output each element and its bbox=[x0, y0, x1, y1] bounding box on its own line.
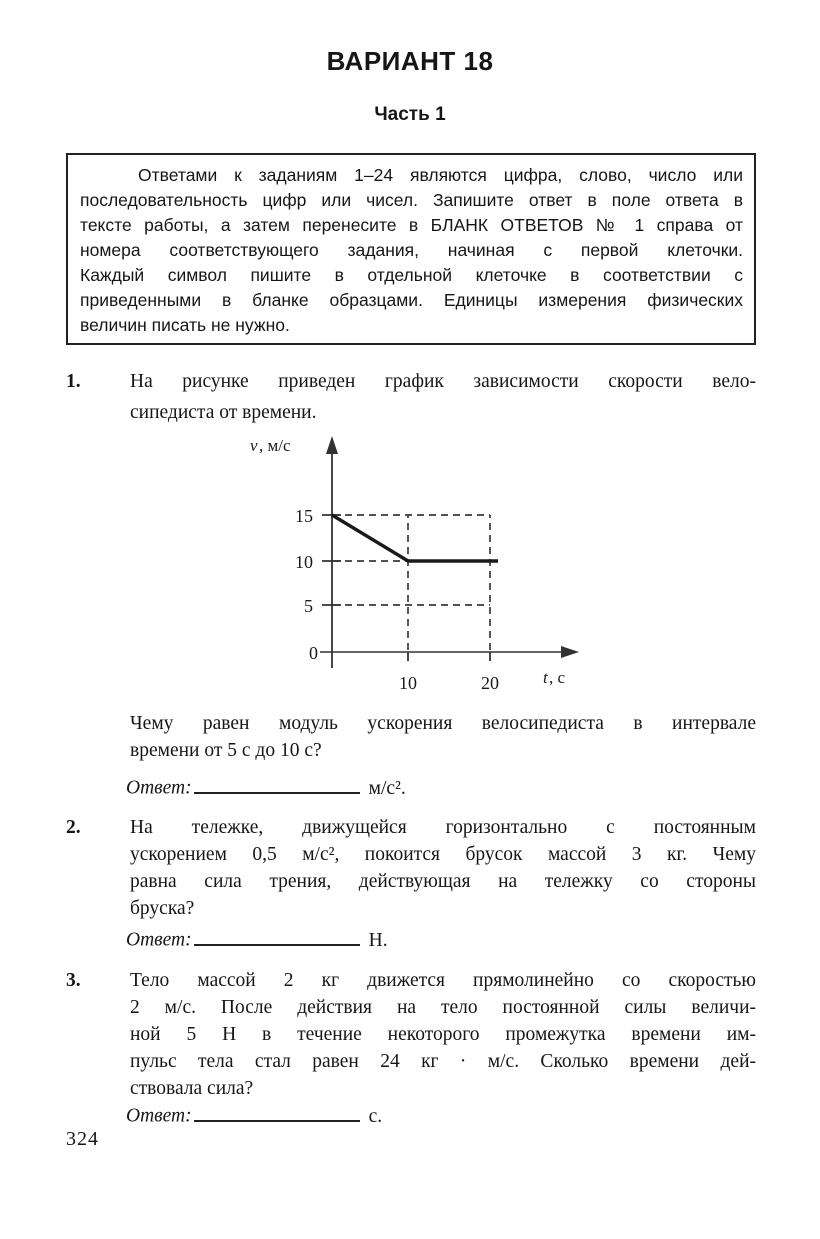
y-tick-label-15: 15 bbox=[295, 506, 313, 526]
problem-2-line: ускорением 0,5 м/с², покоится брусок массой 3 кг. Чему bbox=[130, 844, 756, 865]
answer-unit: м/с². bbox=[368, 777, 406, 799]
answer-blank bbox=[194, 924, 360, 946]
y-axis-label-unit: , м/с bbox=[259, 436, 291, 455]
x-axis-label-var: t bbox=[543, 668, 548, 687]
problem-1-number: 1. bbox=[66, 371, 81, 392]
problem-1-question bbox=[130, 710, 756, 764]
x-tick-label-10: 10 bbox=[399, 673, 417, 692]
instruction-line: номера соответствующего задания, начиная с первой клеточки. bbox=[80, 240, 743, 260]
answer-row-2 bbox=[126, 924, 388, 954]
problem-2-text bbox=[130, 814, 756, 922]
problem-3-line: ствовала сила? bbox=[130, 1078, 254, 1099]
answer-row-1 bbox=[126, 772, 406, 802]
instruction-box bbox=[66, 153, 756, 345]
problem-1-line: сипедиста от времени. bbox=[130, 402, 317, 423]
answer-unit: с. bbox=[368, 1105, 383, 1127]
velocity-curve bbox=[332, 515, 498, 561]
x-tick-label-20: 20 bbox=[481, 673, 499, 692]
instruction-line: Ответами к заданиям 1–24 являются цифра, слово, число или bbox=[138, 165, 743, 185]
velocity-time-graph bbox=[240, 430, 590, 692]
problem-1-question-line: Чему равен модуль ускорения велосипедиста в интервале bbox=[130, 713, 756, 734]
answer-label: Ответ: bbox=[126, 929, 192, 951]
answer-row-3 bbox=[126, 1100, 382, 1130]
problem-3-line: 2 м/с. После действия на тело постоянной силы величи- bbox=[130, 997, 756, 1018]
answer-label: Ответ: bbox=[126, 777, 192, 799]
instruction-line: приведенными в бланке образцами. Единицы измерения физических bbox=[80, 290, 743, 310]
y-axis-arrow-icon bbox=[326, 436, 338, 454]
instruction-line: последовательность цифр или чисел. Запишите ответ в поле ответа в bbox=[80, 190, 743, 210]
page-number: 324 bbox=[66, 1128, 99, 1150]
problem-2-line: равна сила трения, действующая на тележку со стороны bbox=[130, 871, 756, 892]
problem-3-line: Тело массой 2 кг движется прямолинейно со скоростью bbox=[130, 970, 756, 991]
answer-blank bbox=[194, 1100, 360, 1122]
problem-1-question-line: времени от 5 с до 10 с? bbox=[130, 740, 322, 761]
y-axis-label-var: v bbox=[250, 436, 258, 455]
x-axis-label-unit: , с bbox=[549, 668, 566, 687]
problem-1-line: На рисунке приведен график зависимости скорости вело- bbox=[130, 371, 756, 392]
problem-2-line: На тележке, движущейся горизонтально с постоянным bbox=[130, 817, 756, 838]
instruction-line: величин писать не нужно. bbox=[80, 315, 290, 335]
problem-3-text bbox=[130, 967, 756, 1102]
answer-blank bbox=[194, 772, 360, 794]
instruction-line: Каждый символ пишите в отдельной клеточке в соответствии с bbox=[80, 265, 743, 285]
problem-3-line: ной 5 Н в течение некоторого промежутка времени им- bbox=[130, 1024, 756, 1045]
x-axis-arrow-icon bbox=[561, 646, 579, 658]
problem-2-line: бруска? bbox=[130, 898, 195, 919]
answer-unit: Н. bbox=[368, 929, 388, 951]
answer-label: Ответ: bbox=[126, 1105, 192, 1127]
y-tick-label-10: 10 bbox=[295, 552, 313, 572]
problem-3-number: 3. bbox=[66, 970, 81, 991]
variant-title: ВАРИАНТ 18 bbox=[326, 46, 494, 76]
instruction-line: тексте работы, а затем перенесите в БЛАНК ОТВЕТОВ № 1 справа от bbox=[80, 215, 743, 235]
y-tick-label-0: 0 bbox=[309, 643, 318, 663]
part-title: Часть 1 bbox=[374, 104, 446, 125]
problem-2-number: 2. bbox=[66, 817, 81, 838]
problem-3-line: пульс тела стал равен 24 кг · м/с. Сколько времени дей- bbox=[130, 1051, 756, 1072]
y-tick-label-5: 5 bbox=[304, 596, 313, 616]
problem-1-text bbox=[130, 366, 756, 428]
